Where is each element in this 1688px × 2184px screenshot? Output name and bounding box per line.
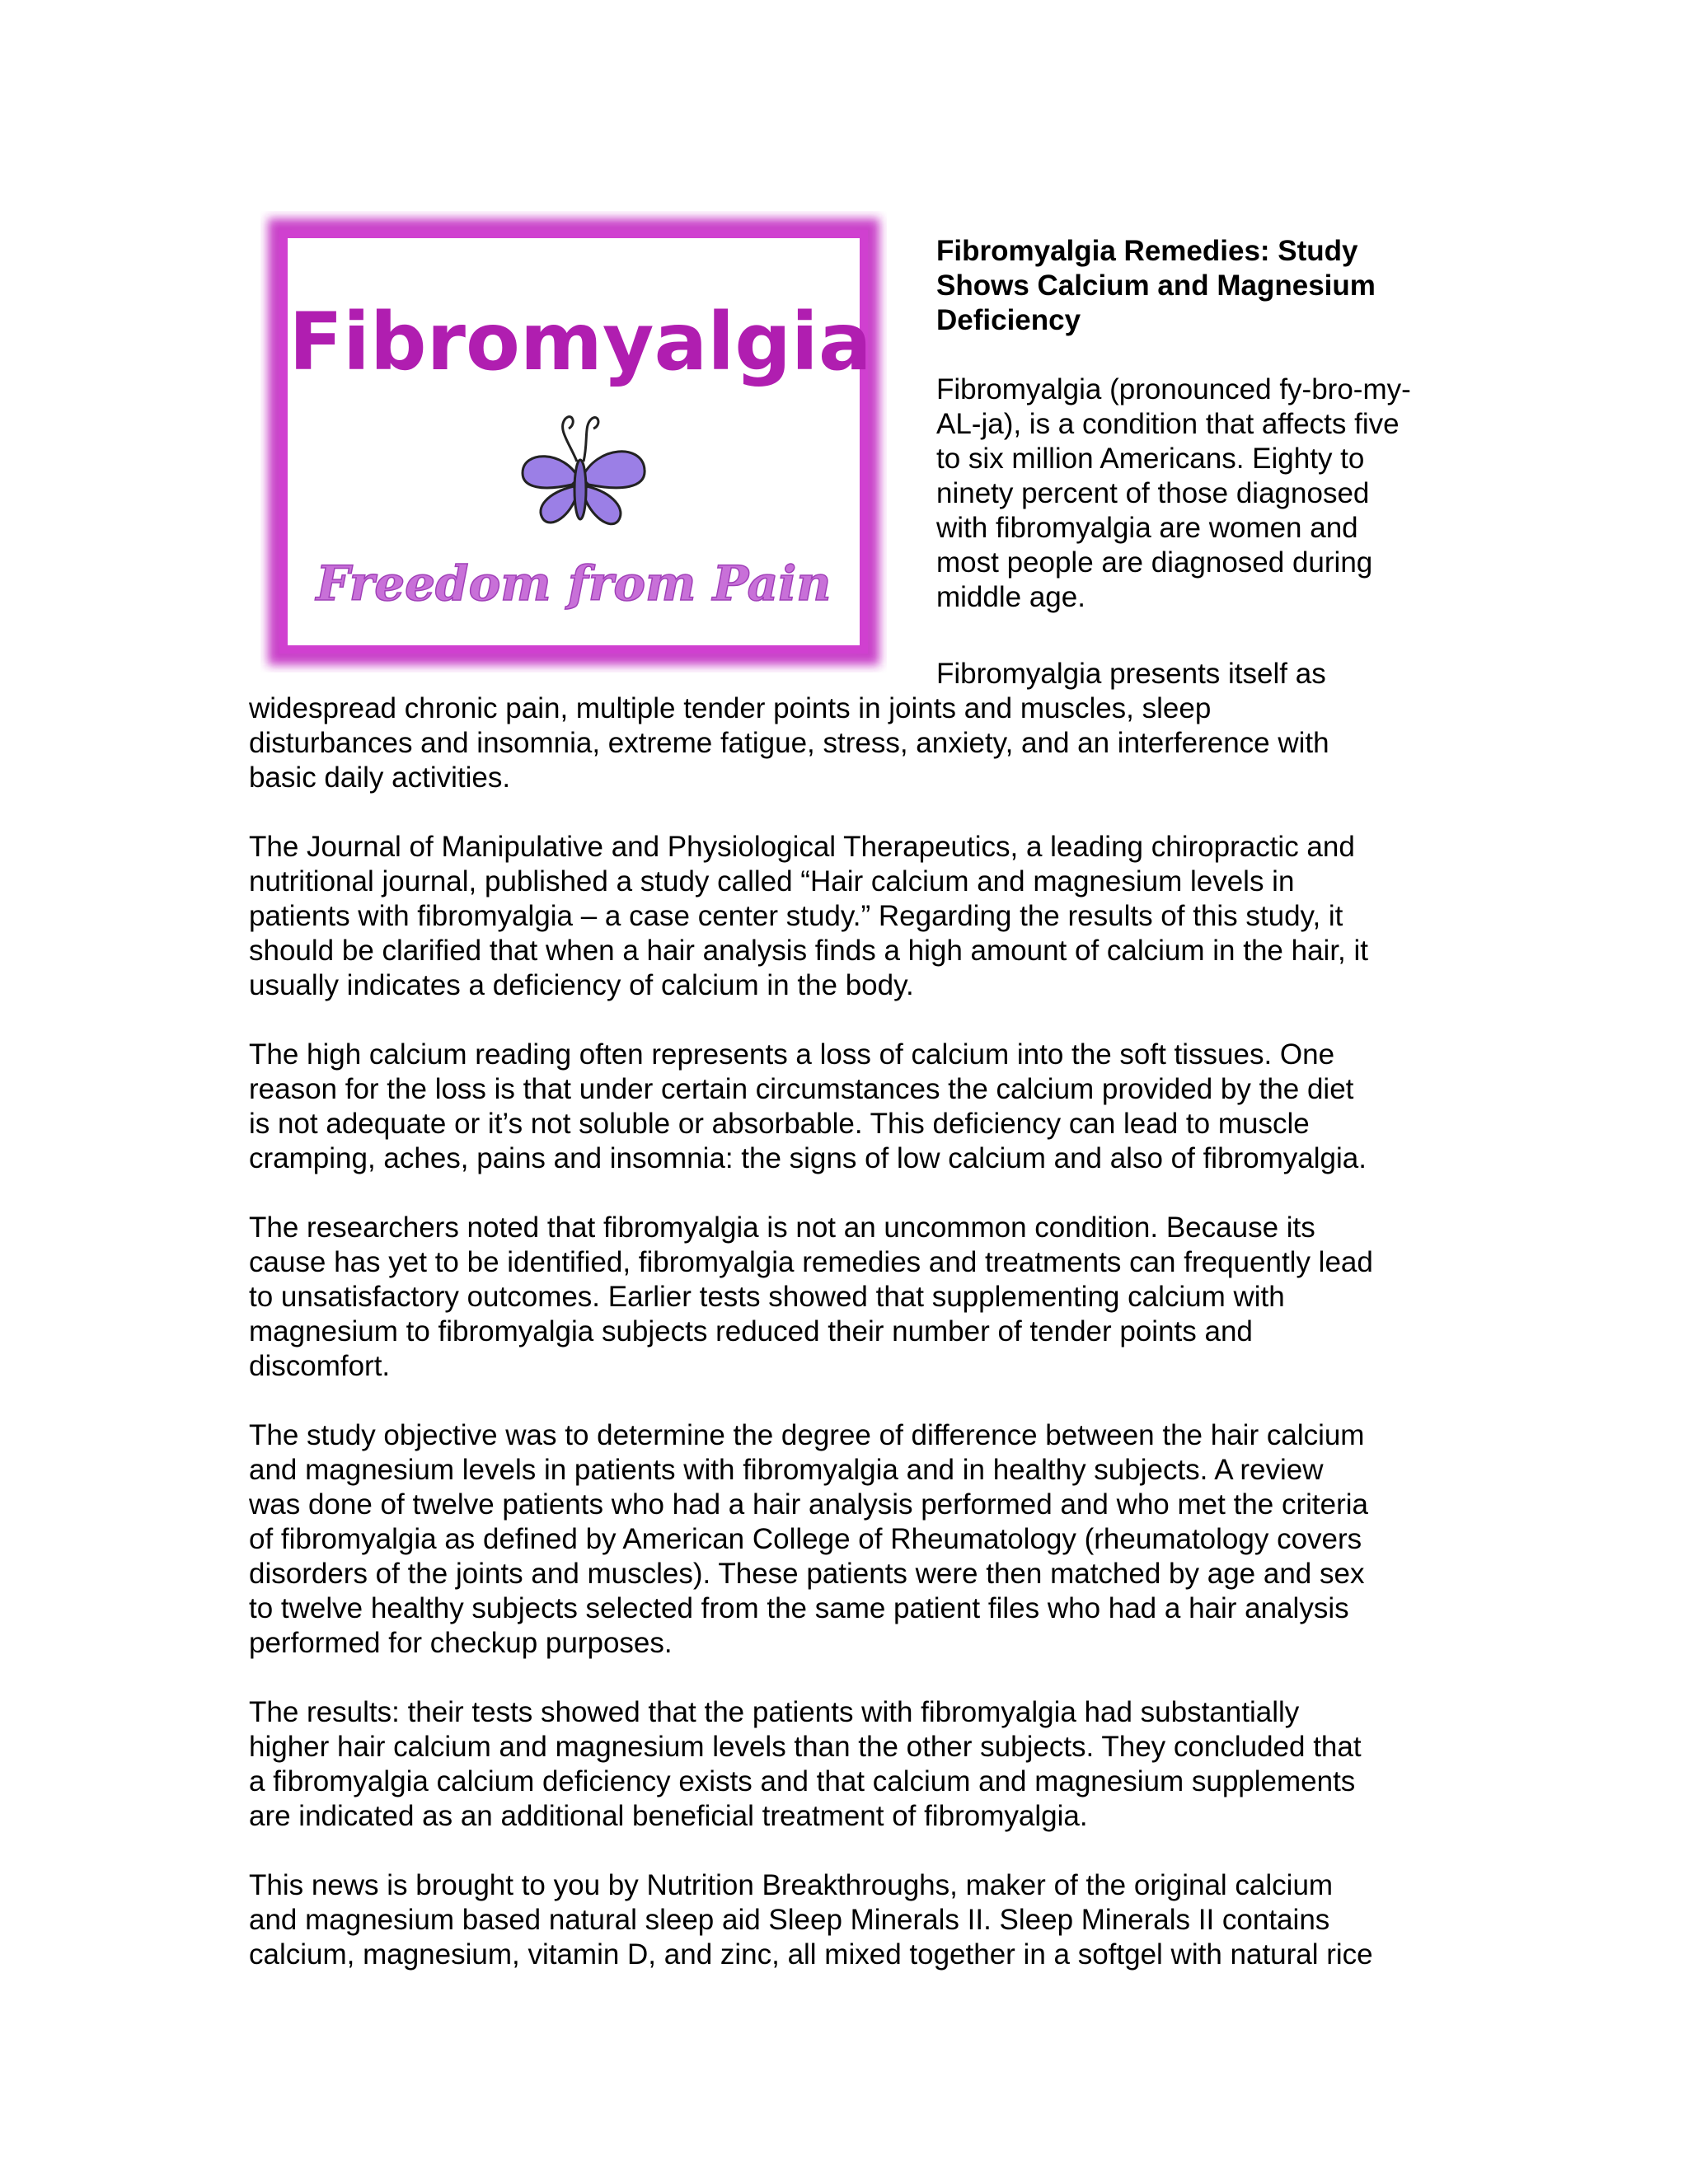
- body-line: usually indicates a deficiency of calcium in the body.: [249, 969, 914, 1001]
- body-line: was done of twelve patients who had a hair analysis performed and who met the criteria: [249, 1488, 1368, 1521]
- body-line: patients with fibromyalgia – a case center study.” Regarding the results of this study, it: [249, 900, 1343, 932]
- article-right-column: [936, 234, 1447, 615]
- logo-title: Fibromyalgia: [288, 296, 872, 388]
- body-paragraph: [249, 1211, 1452, 1384]
- body-line: is not adequate or it’s not soluble or absorbable. This deficiency can lead to muscle: [249, 1108, 1310, 1140]
- body-line: to twelve healthy subjects selected from the same patient files who had a hair analysis: [249, 1592, 1349, 1624]
- intro-line: Fibromyalgia (pronounced fy-bro-my-: [936, 373, 1411, 405]
- intro-line: to six million Americans. Eighty to: [936, 443, 1365, 475]
- body-line: are indicated as an additional beneficial treatment of fibromyalgia.: [249, 1800, 1088, 1832]
- body-line: disorders of the joints and muscles). These patients were then matched by age and sex: [249, 1558, 1365, 1590]
- body-line: disturbances and insomnia, extreme fatigue, stress, anxiety, and an interference with: [249, 727, 1329, 759]
- title-line: Deficiency: [936, 304, 1081, 336]
- logo-tagline: Freedom from Pain: [316, 555, 832, 612]
- body-line: The researchers noted that fibromyalgia is not an uncommon condition. Because its: [249, 1212, 1315, 1244]
- intro-line: with fibromyalgia are women and: [936, 512, 1358, 544]
- article-body: [249, 691, 1452, 2007]
- body-line: should be clarified that when a hair analysis finds a high amount of calcium in the hair, it: [249, 935, 1368, 967]
- body-line: a fibromyalgia calcium deficiency exists and that calcium and magnesium supplements: [249, 1765, 1356, 1797]
- intro-line: AL-ja), is a condition that affects five: [936, 408, 1400, 440]
- body-paragraph: [249, 1695, 1452, 1834]
- intro-paragraph: [936, 373, 1447, 615]
- body-line: and magnesium based natural sleep aid Sleep Minerals II. Sleep Minerals II contains: [249, 1904, 1330, 1936]
- body-line: The results: their tests showed that the patients with fibromyalgia had substantially: [249, 1696, 1300, 1728]
- presents-paragraph-start: Fibromyalgia presents itself as: [936, 658, 1326, 690]
- body-line: widespread chronic pain, multiple tender points in joints and muscles, sleep: [249, 692, 1212, 724]
- body-line: and magnesium levels in patients with fibromyalgia and in healthy subjects. A review: [249, 1454, 1324, 1486]
- body-line: The Journal of Manipulative and Physiological Therapeutics, a leading chiropractic and: [249, 831, 1355, 863]
- body-line: cause has yet to be identified, fibromyalgia remedies and treatments can frequently lead: [249, 1246, 1373, 1278]
- intro-line: middle age.: [936, 581, 1085, 613]
- article-title: [936, 234, 1447, 338]
- body-line: discomfort.: [249, 1350, 391, 1382]
- presents-paragraph-rest: [249, 691, 1452, 795]
- title-line: Shows Calcium and Magnesium: [936, 269, 1376, 302]
- body-line: reason for the loss is that under certain circumstances the calcium provided by the diet: [249, 1073, 1354, 1105]
- title-line: Fibromyalgia Remedies: Study: [936, 235, 1358, 267]
- logo-graphic: [260, 211, 887, 673]
- body-paragraph: [249, 1418, 1452, 1661]
- body-paragraph: [249, 1038, 1452, 1176]
- body-paragraphs: [249, 830, 1452, 1972]
- body-line: The study objective was to determine the degree of difference between the hair calcium: [249, 1419, 1365, 1451]
- body-line: basic daily activities.: [249, 762, 511, 794]
- body-line: nutritional journal, published a study called “Hair calcium and magnesium levels in: [249, 865, 1295, 898]
- body-line: calcium, magnesium, vitamin D, and zinc, all mixed together in a softgel with natural rice: [249, 1938, 1373, 1971]
- body-line: The high calcium reading often represents a loss of calcium into the soft tissues. One: [249, 1038, 1335, 1071]
- body-line: of fibromyalgia as defined by American College of Rheumatology (rheumatology covers: [249, 1523, 1362, 1555]
- body-paragraph: [249, 830, 1452, 1003]
- intro-line: ninety percent of those diagnosed: [936, 477, 1370, 509]
- body-line: higher hair calcium and magnesium levels than the other subjects. They concluded that: [249, 1731, 1362, 1763]
- body-line: performed for checkup purposes.: [249, 1627, 673, 1659]
- body-line: to unsatisfactory outcomes. Earlier tests showed that supplementing calcium with: [249, 1281, 1285, 1313]
- fibromyalgia-logo-image: [260, 211, 887, 673]
- body-line: This news is brought to you by Nutrition Breakthroughs, maker of the original calcium: [249, 1869, 1334, 1901]
- body-line: magnesium to fibromyalgia subjects reduced their number of tender points and: [249, 1315, 1253, 1347]
- body-paragraph: [249, 1868, 1452, 1972]
- body-line: cramping, aches, pains and insomnia: the signs of low calcium and also of fibromyalgia.: [249, 1142, 1367, 1174]
- intro-line: most people are diagnosed during: [936, 546, 1373, 579]
